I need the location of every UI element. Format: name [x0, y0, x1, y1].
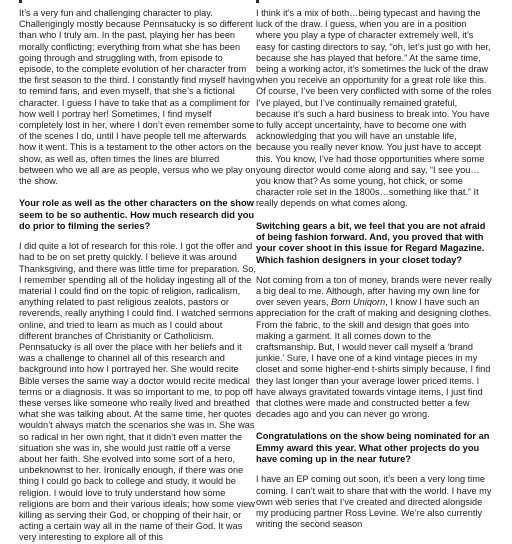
answer-paragraph-fashion	[256, 275, 493, 421]
answer-paragraph-1: It’s a very fun and challenging character to play. Challengingly mostly because Pennsatucky is so different than who I truly am. In the past, playing her has been morally conflicting; everything from what she has been going through and struggling with, from episode to episode, to the complete evolution of her character from the first season to the third. I constantly find myself having to remind fans, and even myself, that she’s a fictional character. I guess I have to take that as a compliment for how well I portray her! Sometimes, I find myself completely lost in her, where I don’t even remember some of the scenes I do, until I have people tell me afterwards how it went. This is a testament to the other actors on the show, as well as, often times the lines are blurred between who we all are as people, versus who we play on the show.	[19, 8, 256, 187]
answer-fashion-text-start: Not coming from a ton of money, brands were never really a big deal to me. Although, after having my own line for over seven years,	[256, 274, 492, 308]
top-edge-mark-right	[256, 0, 259, 3]
answer-paragraph-projects: I have an EP coming out soon, it’s been a very long time coming. I can’t wait to share that with the world. I have my own web series that I’ve created and directed alongside my producing partner Ross Levine. We’re also currently writing the second season	[256, 474, 492, 530]
answer-fashion-text-end: , I know I have such an appreciation for the craft of making and designing clothes. From the fabric, to the skill and design that goes into making a garment. It all comes down to the craftsmanship. But, I would never call myself a ‘brand junkie.’ Sure, I have one of a kind vintage pieces in my closet and some higher-end t-shirts simply because, I find they last longer than your average lower priced items. I have always gravitated towards vintage items, I just find that clothes were made and constructed better a few decades ago and you can never go wrong.	[256, 297, 492, 420]
interview-question-emmy: Congratulations on the show being nominated for an Emmy award this year. What other projects do you have coming up in the near future?	[256, 431, 490, 465]
brand-name-born-uniqorn: Born Uniqorn	[331, 297, 386, 308]
interview-question-research: Your role as well as the other characters on the show seem to be so authentic. How much research did you do prior to filming the series?	[19, 198, 255, 231]
answer-paragraph-typecast: I think it’s a mix of both…being typecast and having the luck of the draw. I guess, when you are in a position where you play a type of character extremely well, it’s easy for casting directors to say, “oh, let’s just go with her, because she has played that before.” At the same time, being a working actor, it’s sometimes the luck of the draw when you receive an opportunity for a great role like this. Of course, I’ve been very conflicted with some of the roles I’ve played, but I’ve continually remained grateful, because it’s such a hard business to break into. You have to fully accept uncertainty, have to become one with acknowledging that you will have an unstable life, because you really never know. You just have to accept this. You know, I’ve had those opportunities where some young director would come along and say, “I see you…you know that? As some young, hot chick, or some character role set in the 1800s…something like that.” It really depends on what comes along.	[256, 8, 492, 209]
left-column	[19, 8, 256, 544]
right-column	[256, 8, 493, 530]
interview-question-fashion: Switching gears a bit, we feel that you are not afraid of being fashion forward. And, you proved that with your cover shoot in this issue for Regard Magazine. Which fashion designers in your closet today?	[256, 220, 486, 265]
answer-paragraph-research: I did quite a lot of research for this role. I got the offer and had to be on set pretty quickly. I believe it was around Thanksgiving, and there was little time for preparation. So, I remember spending all of the holiday ingesting all of the material I could find on the topic of religion, radicalism, anything related to past religious zealots, pastors or reverends, really anything I could find. I watched sermons online, and tried to learn as much as I could about different branches of Christianity or Catholicism. Pennsatucky is all over the place with her beliefs and it was a challenge to channel all of this research and background into how I portrayed her. She would recite Bible verses the same way a doctor would recite medical terms or a diagnosis. It was so important to me, to pop off these verses like someone who really lived and breathed what she was talking about. At the same time, her quotes wouldn’t always match the scenarios she was in. She was so radical in her own right, that it didn’t even matter the situation she was in, she would just rattle off a verse about her faith. She evolved into some sort of a hero, unbeknownst to her. Ironically enough, if there was one thing I could go back to college and study, it would be religion. I would love to truly understand how some religions are born and their various ideals; how some view killing as serving their God, or chopping of their hair, or acting a certain way all in the name of their God. It was very interesting to explore all of this	[19, 241, 256, 543]
top-edge-mark-left	[19, 0, 22, 3]
